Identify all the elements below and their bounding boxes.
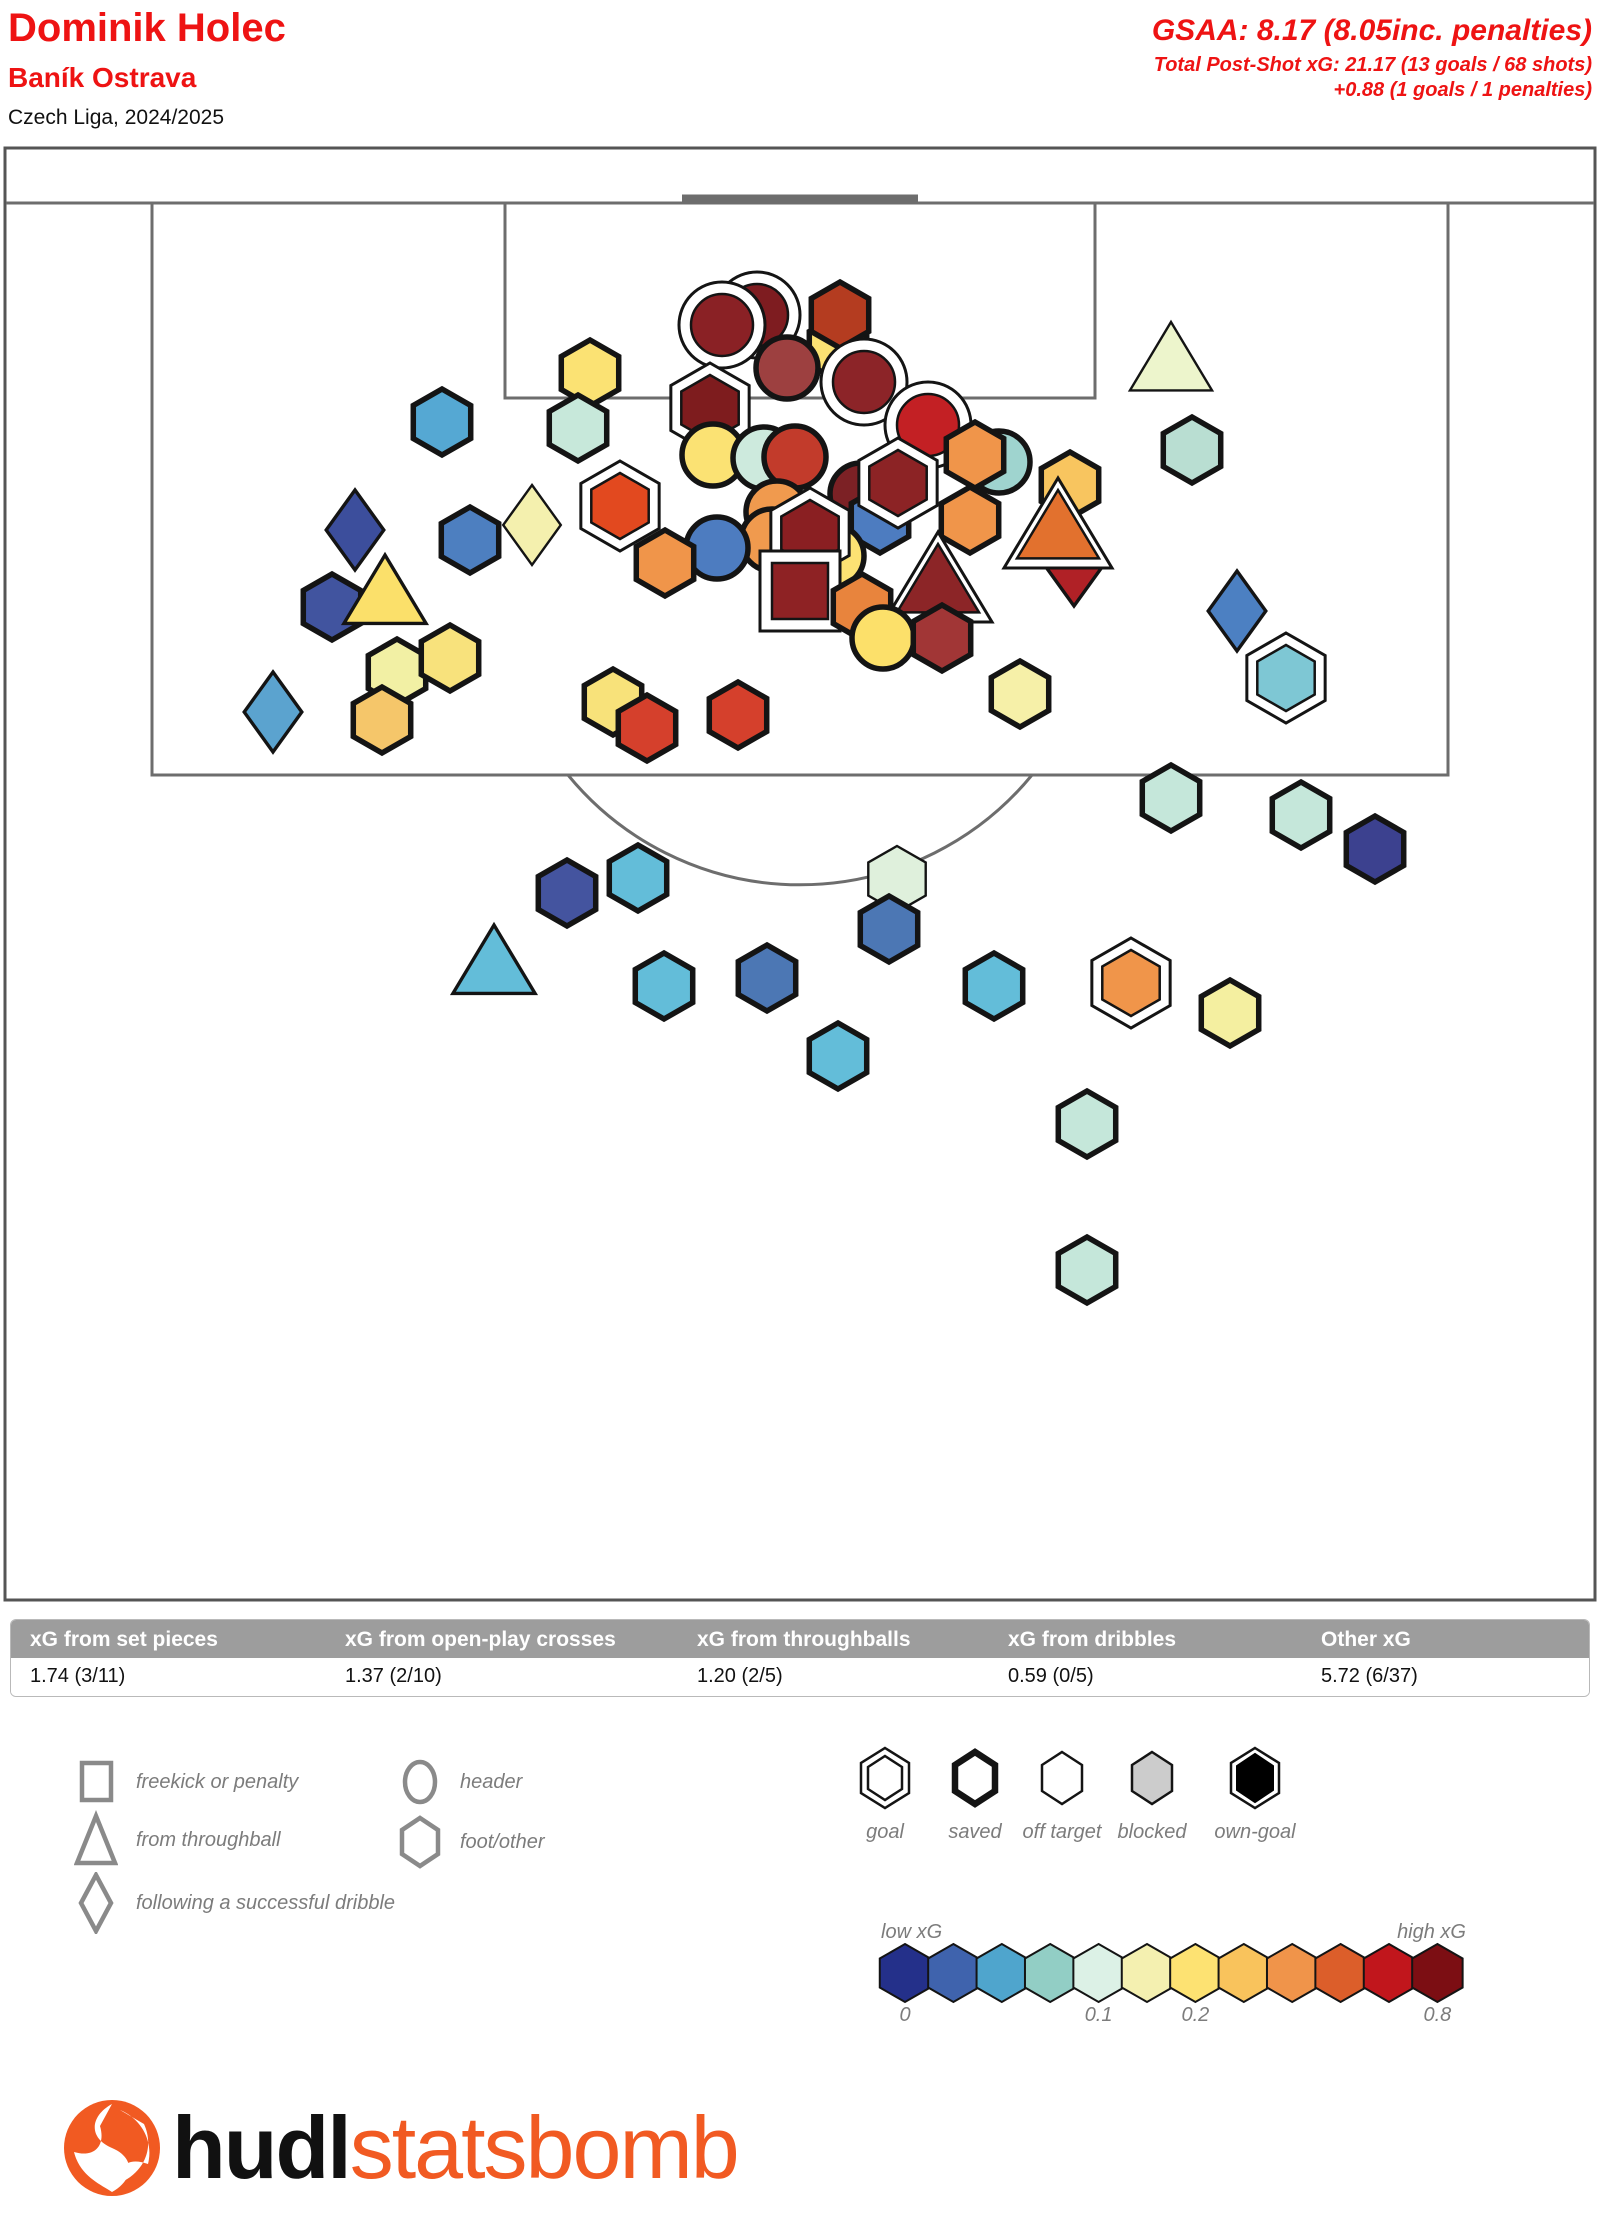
shot-marker-hex <box>561 340 618 406</box>
shot-marker-hex <box>1201 980 1258 1046</box>
col-throughballs-value: 1.20 (2/5) <box>697 1665 783 1687</box>
shot-marker-hex <box>1163 417 1220 483</box>
triangle-icon <box>74 1810 118 1870</box>
xg-breakdown-bar <box>10 1619 1590 1697</box>
shot-marker-hex <box>965 953 1022 1019</box>
circle-icon <box>398 1752 442 1812</box>
legend-freekick-or-penalty <box>74 1752 298 1812</box>
xg-scale-hex <box>880 1944 930 2002</box>
shot-marker-hex <box>1272 782 1329 848</box>
shot-marker-hex <box>353 687 410 753</box>
legend-from-throughball <box>74 1810 281 1870</box>
shot-marker-circle <box>852 607 914 669</box>
xg-scale-hex <box>1412 1944 1462 2002</box>
shot-marker-circle <box>691 294 753 356</box>
shot-marker-hex <box>709 682 766 748</box>
hudl-wordmark: hudl <box>172 2098 350 2197</box>
col-open-play-crosses-value: 1.37 (2/10) <box>345 1665 442 1687</box>
legend-dribble-label: following a successful dribble <box>136 1891 396 1914</box>
shot-marker-hex <box>609 845 666 911</box>
shot-marker-hex <box>1058 1091 1115 1157</box>
xg-breakdown-values <box>11 1658 1589 1696</box>
hexagon-icon <box>398 1812 442 1872</box>
blocked-outcome-icon <box>1112 1746 1192 1812</box>
xg-scale-hex <box>1073 1944 1123 2002</box>
xg-scale-tick: 0.8 <box>1423 2004 1452 2026</box>
shot-marker-hex <box>413 389 470 455</box>
shot-marker-hex <box>1346 816 1403 882</box>
col-throughballs-label: xG from throughballs <box>697 1628 911 1651</box>
xg-scale-hex <box>977 1944 1027 2002</box>
team-name: Baník Ostrava <box>8 62 197 93</box>
shot-marker-hex <box>991 661 1048 727</box>
legend-foot-other <box>398 1812 545 1872</box>
shot-marker-hex <box>635 953 692 1019</box>
shot-marker-hex <box>618 695 675 761</box>
own-goal-outcome-icon <box>1215 1746 1295 1812</box>
diamond-icon <box>74 1872 118 1934</box>
col-set-pieces-label: xG from set pieces <box>30 1628 218 1651</box>
shot-marker-hex <box>738 945 795 1011</box>
xg-scale-hex <box>1219 1944 1269 2002</box>
penalty-stat: +0.88 (1 goals / 1 penalties) <box>1333 79 1592 101</box>
goal-outcome-label: goal <box>866 1821 904 1843</box>
col-other-value: 5.72 (6/37) <box>1321 1665 1418 1687</box>
shot-marker-hex <box>941 487 998 553</box>
shot-marker-hex <box>809 1023 866 1089</box>
square-icon <box>74 1752 118 1812</box>
xg-scale-tick: 0.1 <box>1084 2004 1113 2026</box>
legend-header-shot <box>398 1752 522 1812</box>
xg-scale-hex <box>1364 1944 1414 2002</box>
saved-outcome-label: saved <box>948 1821 1002 1843</box>
legend-dribble <box>74 1872 395 1934</box>
page-title: Dominik Holec <box>8 6 286 50</box>
shot-marker-hex <box>421 625 478 691</box>
xg-scale-hex <box>1170 1944 1220 2002</box>
shot-marker-circle <box>756 337 818 399</box>
own-goal-outcome-label: own-goal <box>1214 1821 1296 1843</box>
col-open-play-crosses-label: xG from open-play crosses <box>345 1628 616 1651</box>
col-dribbles-value: 0.59 (0/5) <box>1008 1665 1094 1687</box>
shot-marker-hex <box>913 605 970 671</box>
shot-marker-hex <box>636 530 693 596</box>
legend-throughball-label: from throughball <box>136 1828 281 1851</box>
low-xg-label: low xG <box>881 1921 943 1943</box>
legend-outcome-own-goal <box>1185 1746 1325 1844</box>
shot-marker-hex <box>1142 765 1199 831</box>
xg-scale-hex <box>1267 1944 1317 2002</box>
xg-scale-hex <box>1315 1944 1365 2002</box>
xg-breakdown-headers <box>11 1620 1589 1658</box>
hudl-globe-icon <box>60 2096 164 2200</box>
shot-marker-hex <box>538 860 595 926</box>
col-set-pieces-value: 1.74 (3/11) <box>30 1665 126 1687</box>
col-dribbles-label: xG from dribbles <box>1008 1628 1177 1651</box>
shot-marker-square <box>772 563 828 619</box>
high-xg-label: high xG <box>1397 1921 1466 1943</box>
xg-scale-hex <box>928 1944 978 2002</box>
xg-scale-hex <box>1025 1944 1075 2002</box>
league-season: Czech Liga, 2024/2025 <box>8 106 224 129</box>
shot-marker-hex <box>441 507 498 573</box>
legend-freekick-label: freekick or penalty <box>136 1770 299 1793</box>
gsaa-stat: GSAA: 8.17 (8.05inc. penalties) <box>1151 14 1592 47</box>
shot-marker-hex <box>946 422 1003 488</box>
shot-marker-circle <box>833 351 895 413</box>
hudl-statsbomb-logo <box>60 2096 738 2200</box>
shot-marker-hex <box>549 395 606 461</box>
xg-color-scale <box>870 1942 1490 2004</box>
xg-scale-hex <box>1122 1944 1172 2002</box>
statsbomb-wordmark: statsbomb <box>349 2098 738 2197</box>
legend-header-label: header <box>460 1770 523 1793</box>
shot-marker-hex <box>1058 1237 1115 1303</box>
psxg-total-stat: Total Post-Shot xG: 21.17 (13 goals / 68 shots) <box>1153 54 1592 76</box>
legend-foot-other-label: foot/other <box>460 1830 545 1853</box>
xg-scale-tick: 0.2 <box>1181 2004 1210 2026</box>
col-other-label: Other xG <box>1321 1628 1411 1651</box>
blocked-outcome-label: blocked <box>1117 1821 1187 1843</box>
off-target-outcome-label: off target <box>1022 1821 1102 1843</box>
shot-marker-hex <box>860 896 917 962</box>
xg-scale-tick: 0 <box>899 2004 911 2026</box>
